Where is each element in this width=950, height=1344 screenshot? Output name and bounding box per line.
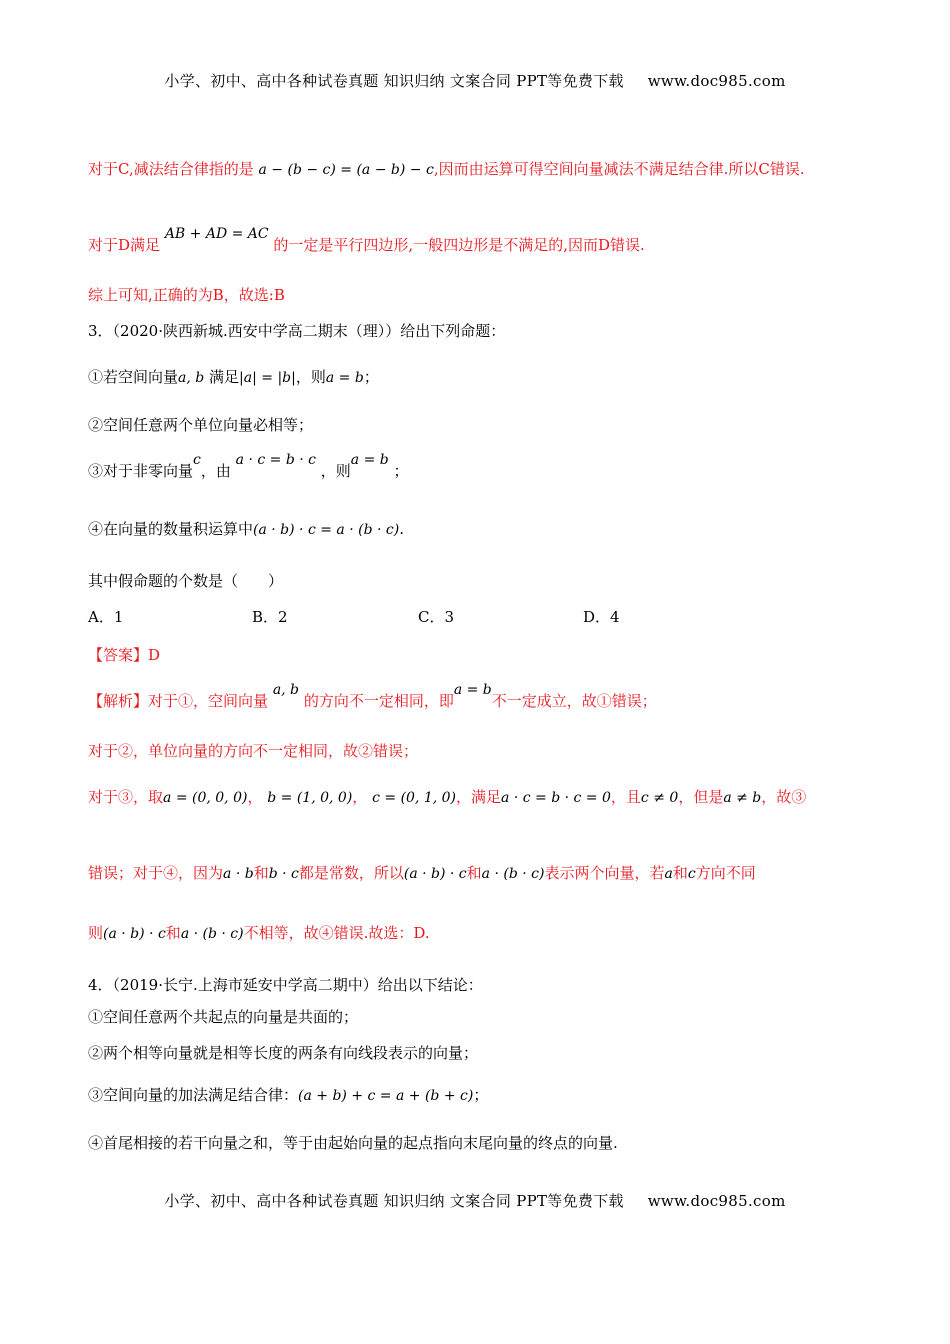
answer-value: D — [148, 646, 161, 664]
q3-answer: 【答案】D — [88, 646, 161, 664]
analysis-line-3: 对于③，取a = (0, 0, 0)， b = (1, 0, 0)， c = (0, 1, 0)，满足a · c = b · c = 0，且c ≠ 0，但是a ≠ b，故③ — [88, 788, 807, 806]
math-a-2: a — [664, 866, 673, 882]
math-ab: a, b — [178, 370, 205, 386]
q3-title: 3．（2020·陕西新城.西安中学高二期末（理））给出下列命题： — [88, 322, 506, 340]
math-abc-right: a · (b · c) — [481, 866, 545, 882]
math-a-dot-b: a · b — [223, 866, 254, 882]
page-footer — [0, 1190, 950, 1211]
math-b-dot-c: b · c — [268, 866, 299, 882]
q3-prop-1: ①若空间向量a, b 满足|a| = |b|，则a = b； — [88, 368, 379, 386]
header-site: www.doc985.com — [647, 72, 786, 90]
math-abc-left-2: (a · b) · c — [103, 926, 166, 942]
prev-d-line: 对于D满足 AB + AD = AC 的一定是平行四边形,一般四边形是不满足的,因而D错误. — [88, 226, 645, 254]
q3-prop-2: ②空间任意两个单位向量必相等； — [88, 416, 314, 434]
math-ab-2: a, b — [272, 682, 300, 698]
math-a-eq-b-2: a = b — [350, 452, 389, 468]
footer-text: 小学、初中、高中各种试卷真题 知识归纳 文案合同 PPT等免费下载 — [164, 1192, 624, 1210]
analysis-line-2: 对于②，单位向量的方向不一定相同，故②错误； — [88, 742, 419, 760]
page-header — [0, 70, 950, 91]
math-c: c — [193, 452, 201, 468]
option-a[interactable]: A．1 — [88, 608, 124, 626]
analysis-line-1: 【解析】对于①，空间向量 a, b 的方向不一定相同，即a = b不一定成立，故①错误； — [88, 682, 657, 710]
math-abc-right-2: a · (b · c) — [180, 926, 244, 942]
prev-c-line: 对于C,减法结合律指的是 a − (b − c) = (a − b) − c,因而由运算可得空间向量减法不满足结合律.所以C错误. — [88, 160, 805, 178]
math-abs-eq: |a| = |b| — [239, 370, 296, 386]
q4-stmt-2: ②两个相等向量就是相等长度的两条有向线段表示的向量； — [88, 1044, 479, 1062]
q3-prop-3: ③对于非零向量c，由 a · c = b · c ，则a = b ； — [88, 452, 409, 480]
math-c-val: c = (0, 1, 0) — [372, 790, 457, 806]
option-b[interactable]: B．2 — [252, 608, 288, 626]
math-ab-ad-ac: AB + AD = AC — [164, 226, 269, 242]
q4-title: 4．（2019·长宁.上海市延安中学高二期中）给出以下结论： — [88, 976, 483, 994]
math-ac-bc-0: a · c = b · c = 0 — [501, 790, 611, 806]
math-a-minus-bc: a − (b − c) = (a − b) − c — [258, 162, 434, 178]
math-ac-bc: a · c = b · c — [235, 452, 316, 468]
analysis-line-4: 错误；对于④，因为a · b和b · c都是常数，所以(a · b) · c和a · (b · c)表示两个向量，若a和c方向不同 — [88, 864, 756, 882]
q3-ask: 其中假命题的个数是（ ） — [88, 572, 284, 590]
prev-summary: 综上可知,正确的为B，故选:B — [88, 286, 285, 304]
math-b-val: b = (1, 0, 0) — [267, 790, 353, 806]
math-c-2: c — [687, 866, 696, 882]
math-c-ne-0: c ≠ 0 — [640, 790, 679, 806]
analysis-line-5: 则(a · b) · c和a · (b · c)不相等，故④错误.故选：D. — [88, 924, 430, 942]
footer-site: www.doc985.com — [647, 1192, 786, 1210]
header-text: 小学、初中、高中各种试卷真题 知识归纳 文案合同 PPT等免费下载 — [164, 72, 624, 90]
math-add-assoc: (a + b) + c = a + (b + c) — [298, 1088, 474, 1104]
math-a-eq-b-3: a = b — [453, 682, 492, 698]
math-a-eq-b: a = b — [325, 370, 364, 386]
math-a-val: a = (0, 0, 0) — [163, 790, 248, 806]
math-assoc: (a · b) · c = a · (b · c) — [253, 522, 400, 538]
q4-stmt-1: ①空间任意两个共起点的向量是共面的； — [88, 1008, 359, 1026]
option-c[interactable]: C．3 — [418, 608, 455, 626]
math-abc-left: (a · b) · c — [403, 866, 467, 882]
q4-stmt-4: ④首尾相接的若干向量之和，等于由起始向量的起点指向末尾向量的终点的向量. — [88, 1134, 618, 1152]
q3-prop-4: ④在向量的数量积运算中(a · b) · c = a · (b · c). — [88, 520, 404, 538]
math-a-ne-b: a ≠ b — [723, 790, 762, 806]
q4-stmt-3: ③空间向量的加法满足结合律：(a + b) + c = a + (b + c)； — [88, 1086, 489, 1104]
option-d[interactable]: D．4 — [583, 608, 620, 626]
